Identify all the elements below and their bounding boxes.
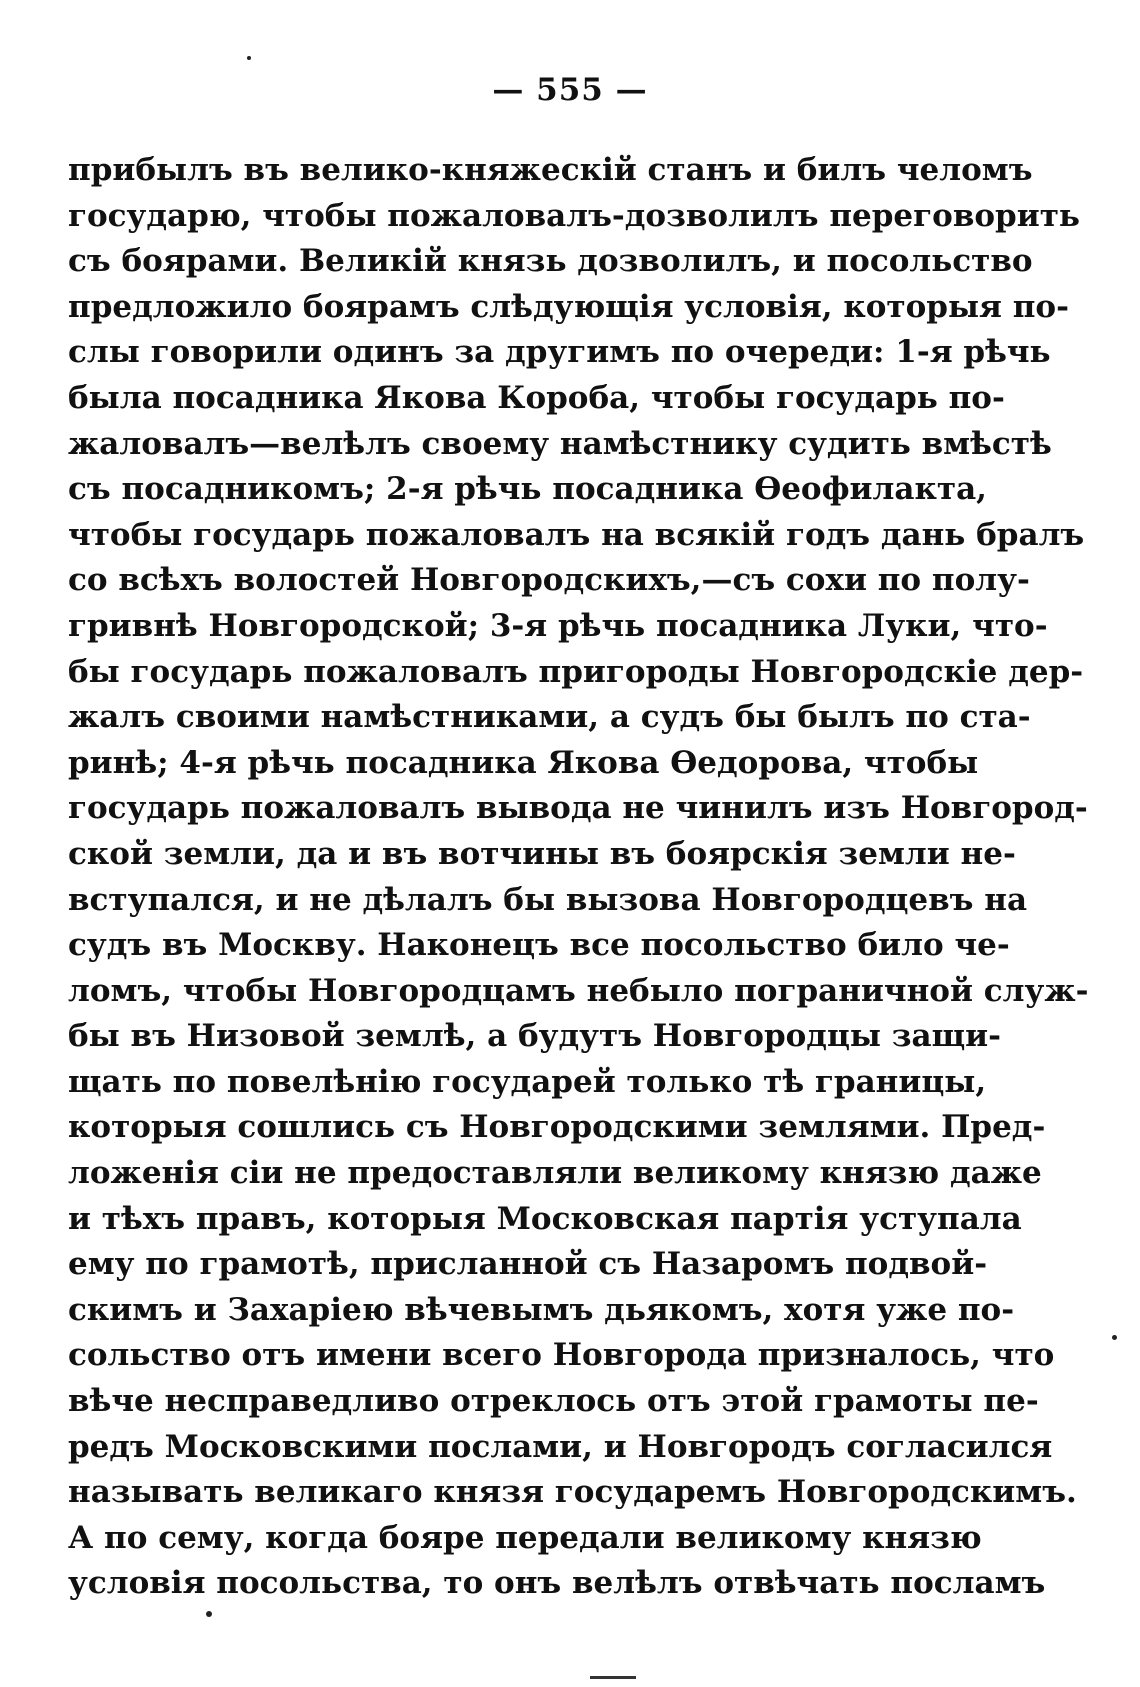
- text-line: скимъ и Захаріею вѣчевымъ дьякомъ, хотя уже по-: [68, 1291, 1015, 1328]
- text-line: которыя сошлись съ Новгородскими землями. Пред-: [68, 1109, 1046, 1146]
- text-line: и тѣхъ правъ, которыя Московская партія уступала: [68, 1200, 1022, 1237]
- text-line: была посадника Якова Короба, чтобы государь по-: [68, 379, 1005, 416]
- page-number: — 555 —: [492, 72, 648, 108]
- text-line: слы говорили одинъ за другимъ по очереди: 1-я рѣчь: [68, 334, 1051, 371]
- text-line: съ посадникомъ; 2-я рѣчь посадника Ѳеофилакта,: [68, 471, 987, 508]
- text-line: ложенія сіи не предоставляли великому князю даже: [68, 1155, 1042, 1192]
- text-line: прибылъ въ велико-княжескій станъ и билъ челомъ: [68, 152, 1033, 188]
- text-line: съ боярами. Великій князь дозволилъ, и посольство: [68, 243, 1033, 280]
- text-line: жалъ своими намѣстниками, а судъ бы былъ по ста-: [68, 699, 1031, 736]
- text-line: бы государь пожаловалъ пригороды Новгородскіе дер-: [68, 653, 1084, 690]
- text-line: ломъ, чтобы Новгородцамъ небыло пограничной служ-: [68, 972, 1089, 1009]
- print-mark: [590, 1676, 636, 1679]
- text-line: вѣче несправедливо отреклось отъ этой грамоты пе-: [68, 1383, 1039, 1420]
- text-line: ской земли, да и въ вотчины въ боярскія земли не-: [68, 835, 1016, 872]
- text-line: государь пожаловалъ вывода не чинилъ изъ Новгород-: [68, 790, 1088, 827]
- text-line: судъ въ Москву. Наконецъ все посольство било че-: [68, 927, 1010, 964]
- text-line: государю, чтобы пожаловалъ-дозволилъ переговорить: [68, 197, 1080, 234]
- text-line: жаловалъ—велѣлъ своему намѣстнику судить вмѣстѣ: [68, 425, 1052, 462]
- ink-speck: [247, 56, 251, 60]
- text-line: ринѣ; 4-я рѣчь посадника Якова Ѳедорова, чтобы: [68, 744, 979, 781]
- text-line: бы въ Низовой землѣ, а будутъ Новгородцы защи-: [68, 1018, 1001, 1055]
- ink-speck: [1112, 1335, 1117, 1340]
- text-line: вступался, и не дѣлалъ бы вызова Новгородцевъ на: [68, 881, 1028, 918]
- ink-speck: [206, 1611, 212, 1617]
- text-line: называть великаго князя государемъ Новгородскимъ.: [68, 1474, 1077, 1511]
- text-line: чтобы государь пожаловалъ на всякій годъ дань бралъ: [68, 516, 1085, 553]
- body-text: [68, 148, 1089, 1607]
- text-line: гривнѣ Новгородской; 3-я рѣчь посадника Луки, что-: [68, 607, 1048, 644]
- text-line: редъ Московскими послами, и Новгородъ согласился: [68, 1428, 1053, 1465]
- text-line: сольство отъ имени всего Новгорода призналось, что: [68, 1337, 1055, 1374]
- text-line: А по сему, когда бояре передали великому князю: [68, 1519, 982, 1556]
- text-line: предложило боярамъ слѣдующія условія, которыя по-: [68, 288, 1069, 325]
- text-line: со всѣхъ волостей Новгородскихъ,—съ сохи по полу-: [68, 562, 1030, 599]
- text-line: щать по повелѣнію государей только тѣ границы,: [68, 1063, 987, 1100]
- text-line: ему по грамотѣ, присланной съ Назаромъ подвой-: [68, 1246, 988, 1283]
- text-line: условія посольства, то онъ велѣлъ отвѣчать посламъ: [68, 1565, 1046, 1602]
